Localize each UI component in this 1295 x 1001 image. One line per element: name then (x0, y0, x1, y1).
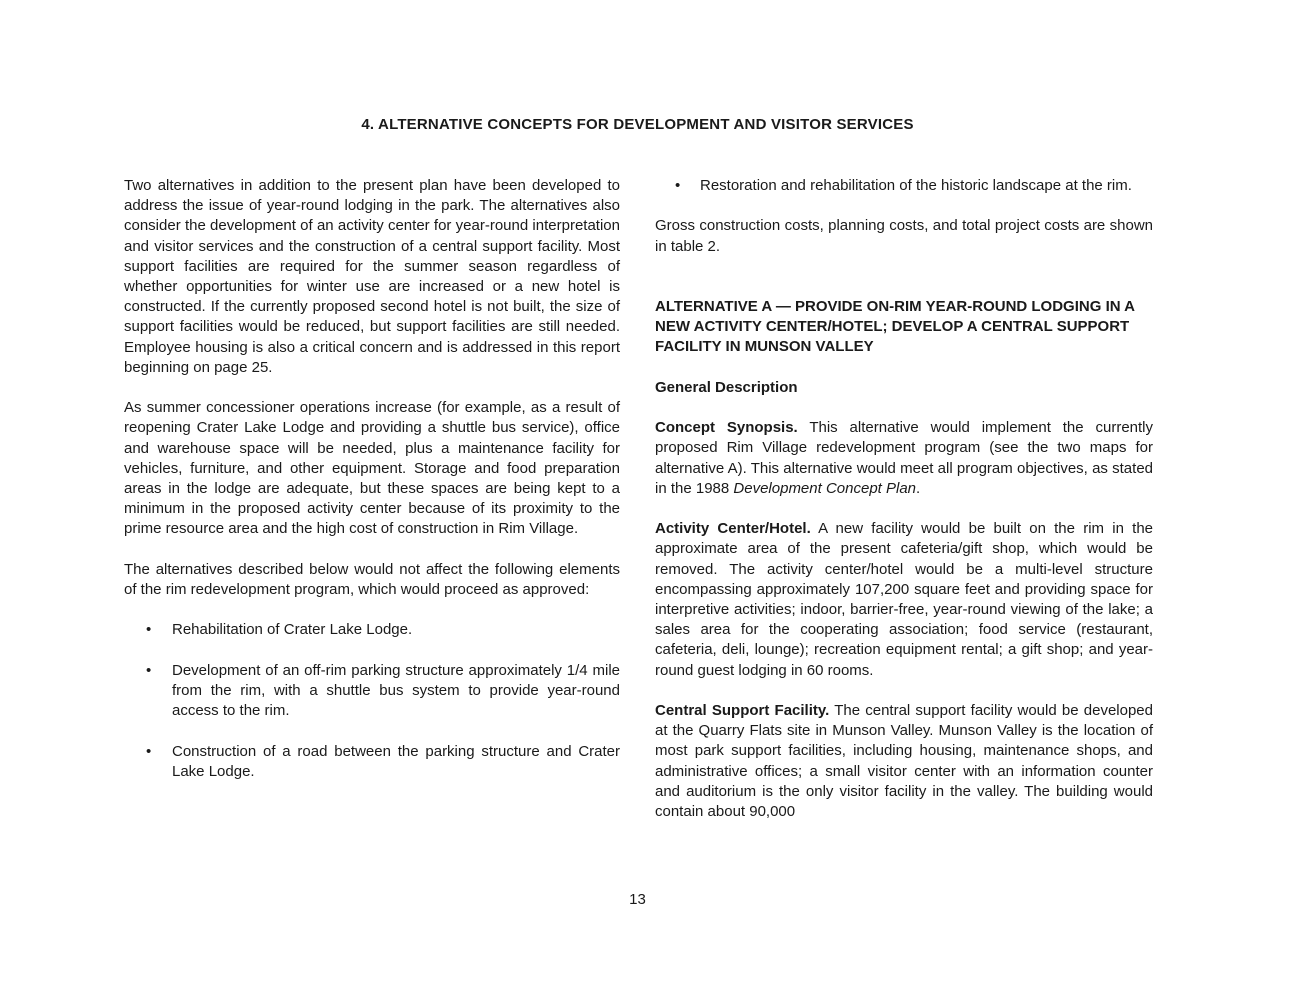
activity-center-paragraph (655, 519, 1153, 681)
intro-paragraph: Two alternatives in addition to the present plan have been developed to address the issue of year-round lodging in the park. The alternatives also consider the development of an activity center for year-round interpretation and visitor services and the construction of a central support facility. Most support facilities are required for the summer season regardless of whether opportunities for winter use are increased or a new hotel is constructed. If the currently proposed second hotel is not built, the size of support facilities would be reduced, but support facilities are still needed. Employee housing is also a critical concern and is addressed in this report beginning on page 25. (124, 177, 620, 376)
list-item (124, 661, 620, 722)
concept-synopsis-end: . (916, 479, 921, 497)
list-item-text: Restoration and rehabilitation of the historic landscape at the rim. (700, 177, 1132, 194)
bullet-dot-icon: • (146, 742, 152, 760)
continued-list (655, 176, 1153, 196)
bullet-dot-icon: • (146, 621, 152, 639)
list-item (655, 176, 1153, 196)
activity-center-label: Activity Center/Hotel. (655, 520, 811, 538)
list-item (124, 742, 620, 782)
concept-synopsis-paragraph (655, 418, 1153, 499)
alternative-a-heading: ALTERNATIVE A — PROVIDE ON-RIM YEAR-ROUND LODGING IN A NEW ACTIVITY CENTER/HOTEL; DEVELOP A CENTRAL SUPPORT FACILITY IN MUNSON VALLEY (655, 297, 1135, 356)
list-item-text: Construction of a road between the parking structure and Crater Lake Lodge. (172, 742, 620, 780)
costs-paragraph: Gross construction costs, planning costs, and total project costs are shown in table 2. (655, 217, 1153, 255)
central-support-text: The central support facility would be developed at the Quarry Flats site in Munson Valley. Munson Valley is the location of most park support facilities, including housing, maintenance shops, and administrative offices; a small visitor center with an information counter and auditorium is the only visitor facility in the valley. The building would contain about 90,000 (655, 701, 1153, 820)
activity-center-text: A new facility would be built on the rim in the approximate area of the present cafeteria/gift shop, which would be removed. The activity center/hotel would be a multi-level structure encompassing approximately 107,200 square feet and providing space for interpretive activities; indoor, barrier-free, year-round viewing of the lake; a sales area for the cooperating association; food service (restaurant, cafeteria, deli, lounge); recreation equipment rental; a gift shop; and year-round guest lodging in 60 rooms. (655, 520, 1154, 679)
unaffected-elements-paragraph: The alternatives described below would not affect the following elements of the rim redevelopment program, which would proceed as approved: (124, 560, 620, 599)
central-support-paragraph (655, 701, 1153, 822)
bullet-dot-icon: • (146, 661, 152, 679)
list-item-text: Development of an off-rim parking structure approximately 1/4 mile from the rim, with a shuttle bus system to provide year-round access to the rim. (172, 661, 620, 720)
page-number: 13 (629, 891, 646, 908)
central-support-label: Central Support Facility. (655, 701, 830, 719)
page-title: 4. ALTERNATIVE CONCEPTS FOR DEVELOPMENT AND VISITOR SERVICES (361, 116, 914, 133)
concept-synopsis-document-title: Development Concept Plan (733, 479, 917, 497)
general-description-heading: General Description (655, 378, 798, 396)
list-item-text: Rehabilitation of Crater Lake Lodge. (172, 621, 413, 639)
concept-synopsis-text: This alternative would implement the currently proposed Rim Village redevelopment program (see the two maps for alternative A). This alternative would meet all program objectives, as stated in the 1988 (655, 419, 1153, 497)
concessioner-paragraph: As summer concessioner operations increase (for example, as a result of reopening Crater Lake Lodge and providing a shuttle bus service), office and warehouse space will be needed, plus a maintenance facility for vehicles, furniture, and other equipment. Storage and food preparation areas in the lodge are adequate, but these spaces are being kept to a minimum in the proposed activity center because of its proximity to the prime resource area and the high cost of construction in Rim Village. (124, 399, 620, 538)
list-item (124, 620, 620, 640)
right-column (655, 176, 1153, 842)
left-column (124, 176, 620, 802)
concept-synopsis-label: Concept Synopsis. (655, 419, 798, 437)
unaffected-elements-list (124, 620, 620, 782)
bullet-dot-icon: • (675, 177, 681, 194)
